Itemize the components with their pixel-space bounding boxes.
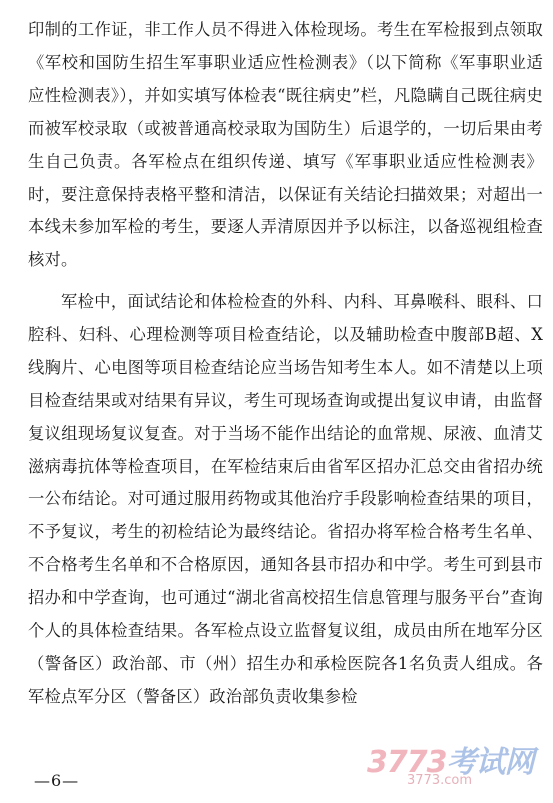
watermark-url: 3773.com [407,773,472,788]
watermark-brand-suffix: 考试网 [446,745,534,780]
paragraph-1: 印制的工作证，非工作人员不得进入体检现场。考生在军检报到点领取《军校和国防生招生军事职业适应性检测表》（以下简称《军事职业适应性检测表》），并如实填写体检表“既往病史”栏，凡隐瞒自己既往病史而被军校录取（或被普通高校录取为国防生）后退学的，一切后果由考生自己负责。各军检点在组织传递、填写《军事职业适应性检测表》时，要注意保持表格平整和清洁，以保证有关结论扫描效果；对超出一本线未参加军检的考生，要逐人弄清原因并予以标注，以备巡视组检查核对。 [28,20,543,270]
page-number: —6— [34,771,80,790]
watermark-logo [367,729,547,799]
watermark-number: 3773 [367,745,447,780]
paragraph-2: 军检中，面试结论和体检检查的外科、内科、耳鼻喉科、眼科、口腔科、妇科、心理检测等项目检查结论，以及辅助检查中腹部B超、X线胸片、心电图等项目检查结论应当场告知考生本人。如不清楚以上项目检查结果或对结果有异议，考生可现场查询或提出复议申请，由监督复议组现场复议复查。对于当场不能作出结论的血常规、尿液、血清艾滋病毒抗体等检查项目，在军检结束后由省军区招办汇总交由省招办统一公布结论。对可通过服用药物或其他治疗手段影响检查结果的项目，不予复议，考生的初检结论为最终结论。省招办将军检合格考生名单、不合格考生名单和不合格原因，通知各县市招办和中学。考生可到县市招办和中学查询，也可通过“湖北省高校招生信息管理与服务平台”查询个人的具体检查结果。各军检点设立监督复议组，成员由所在地军分区（警备区）政治部、市（州）招生办和承检医院各1名负责人组成。各军检点军分区（警备区）政治部负责收集参检 [28,292,543,706]
